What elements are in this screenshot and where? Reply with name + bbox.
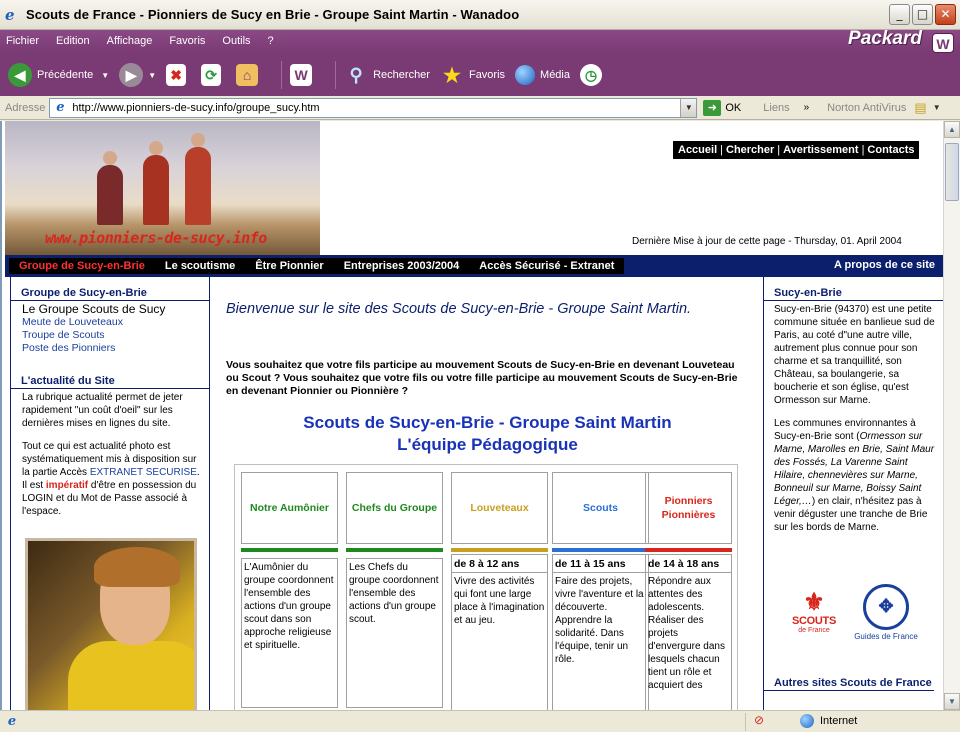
ie-icon: e [5, 5, 15, 24]
team-column-desc: L'Aumônier du groupe coordonnent l'ensemble des actions d'un groupe scout dans son approche religieuse et spirituelle. [241, 558, 338, 708]
scout-photo [25, 538, 197, 710]
age-range: de 14 à 18 ans [645, 554, 732, 572]
nav-etre-pionnier[interactable]: Être Pionnier [255, 260, 324, 272]
left-section-title: L'actualité du Site [11, 373, 209, 389]
person-figure [185, 147, 211, 225]
team-title [211, 412, 764, 456]
site-banner [5, 121, 943, 255]
menu-affichage[interactable]: Affichage [106, 35, 153, 47]
text-span: d'être en possession du LOGIN et du Mot de Passe associé à l'espace. [22, 480, 197, 517]
team-title-line1: Scouts de Sucy-en-Brie - Groupe Saint Martin [303, 413, 672, 432]
home-icon: ⌂ [236, 64, 258, 86]
partner-logos [784, 577, 924, 647]
text-span: Les communes environnantes à Sucy-en-Brie sont ( [774, 418, 916, 442]
nav-apropos[interactable]: A propos de ce site [833, 259, 935, 271]
link-pionniers[interactable]: Poste des Pionniers [22, 342, 116, 354]
scouts-de-france-logo[interactable] [784, 588, 844, 634]
photo-hair [94, 547, 180, 587]
team-column-header[interactable]: Notre Aumônier [241, 472, 338, 544]
wanadoo-icon: W [290, 64, 312, 86]
logo-word: SCOUTS [791, 614, 837, 627]
links-toolbar[interactable]: Liens [763, 101, 790, 114]
maximize-button[interactable]: □ [912, 4, 933, 25]
media-button[interactable] [515, 65, 570, 85]
color-stripe [241, 548, 338, 552]
forward-arrow-icon: ▶ [119, 63, 143, 87]
left-sidebar [10, 277, 210, 710]
banner-photo [5, 121, 320, 255]
team-column [552, 472, 649, 710]
nav-chercher[interactable]: Chercher [726, 144, 775, 156]
text-span: . Il est [22, 467, 200, 491]
title-bar [0, 0, 960, 30]
nav-groupe[interactable]: Groupe de Sucy-en-Brie [19, 260, 145, 272]
guides-emblem-icon: ✥ [863, 584, 909, 630]
team-column [346, 472, 443, 708]
forward-button[interactable] [119, 63, 156, 87]
menu-bar [0, 30, 960, 52]
link-scouts[interactable]: Troupe de Scouts [22, 329, 105, 341]
color-stripe [451, 548, 548, 552]
toolbar-separator [281, 61, 282, 89]
main-nav-items [9, 258, 624, 274]
address-bar [0, 96, 960, 120]
menu-outils[interactable]: Outils [222, 35, 251, 47]
right-sidebar [763, 277, 943, 710]
right-section-title: Sucy-en-Brie [764, 285, 943, 301]
status-bar [0, 710, 960, 732]
person-figure [97, 165, 123, 225]
team-column [241, 472, 338, 708]
team-column-header[interactable]: Pionniers Pionnières [645, 472, 732, 544]
refresh-icon: ⟳ [201, 64, 221, 86]
nav-entreprises[interactable]: Entreprises 2003/2004 [343, 260, 460, 272]
nav-scoutisme[interactable]: Le scoutisme [164, 260, 236, 272]
main-nav [5, 255, 943, 277]
team-title-line2: L'équipe Pédagogique [397, 435, 578, 454]
text-span: ) en clair, n'hésitez pas à venir déguster une tranche de Brie sur les bords de Marne. [774, 496, 928, 533]
menu-edition[interactable]: Edition [56, 35, 90, 47]
news-paragraph: La rubrique actualité permet de jeter rapidement "un coût d'oeil" sur les dernières mises en lignes du site. [22, 392, 183, 429]
window-controls [889, 4, 956, 25]
stop-icon: ✖ [166, 64, 186, 86]
logo-word: Guides de France [854, 631, 918, 641]
nav-contacts[interactable]: Contacts [867, 144, 915, 156]
history-icon: ◷ [580, 64, 602, 86]
search-label: Rechercher [373, 69, 430, 81]
page-status-icon: e [7, 713, 17, 729]
go-button[interactable] [703, 100, 741, 116]
history-button[interactable] [580, 64, 607, 86]
brand-logo: Packard [848, 28, 922, 49]
go-label: OK [725, 101, 742, 114]
color-stripe [645, 548, 732, 552]
team-column [451, 472, 548, 710]
nav-extranet[interactable]: Accès Sécurisé - Extranet [479, 260, 615, 272]
intro-question: Vous souhaitez que votre fils participe au mouvement Scouts de Sucy-en-Brie en devenant Louveteau ou Scout ? Vous souhaitez que votre fils ou votre fille participe au mouvement Scouts de Sucy-en-Brie en devenant Pionnier ou Pionnière ? [226, 359, 738, 397]
favorites-label: Favoris [468, 69, 506, 81]
team-column [645, 472, 732, 710]
scroll-down-icon[interactable]: ▼ [944, 693, 960, 710]
wanadoo-logo-icon: W [932, 33, 954, 53]
team-column-header[interactable]: Scouts [552, 472, 649, 544]
left-section-heading: Le Groupe Scouts de Sucy [22, 302, 166, 316]
nav-divider: | [777, 144, 781, 156]
fleur-de-lis-icon: ⚜ [803, 588, 825, 616]
nav-divider: | [720, 144, 723, 156]
team-column-desc: Les Chefs du groupe coordonnent l'ensemble des actions d'un groupe scout. [346, 558, 443, 708]
team-column-desc: Vivre des activités qui font une large place à l'imagination et au jeu. [451, 572, 548, 710]
scroll-thumb[interactable] [945, 143, 959, 201]
toolbar [0, 54, 960, 96]
chevron-down-icon[interactable]: ▼ [932, 103, 941, 112]
text-span: Tout ce qui est actualité photo est systématiquement mis à disposition sur la partie Accès [22, 441, 197, 478]
address-url: http://www.pionniers-de-sucy.info/groupe_sucy.htm [72, 101, 320, 114]
address-input[interactable] [49, 98, 697, 118]
media-label: Média [540, 69, 570, 81]
age-range: de 8 à 12 ans [451, 554, 548, 572]
team-column-header[interactable]: Chefs du Groupe [346, 472, 443, 544]
scroll-up-icon[interactable]: ▲ [944, 121, 960, 138]
photo-shirt [68, 641, 197, 710]
communes-list: Ormesson sur Marne, Marolles en Brie, Saint Maur des Fossés, La Varenne Saint Hilaire, chennevières sur Marne, Bonneuil sur Marne, Boissy Saint Léger,… [774, 431, 935, 507]
nav-divider: | [861, 144, 865, 156]
person-figure [143, 155, 169, 225]
globe-icon [800, 714, 814, 728]
back-arrow-icon: ◀ [8, 63, 32, 87]
page-viewport [0, 121, 960, 710]
age-range: de 11 à 15 ans [552, 554, 649, 572]
welcome-heading: Bienvenue sur le site des Scouts de Sucy-en-Brie - Groupe Saint Martin. [226, 301, 692, 317]
important-text: impératif [45, 480, 89, 491]
search-button[interactable] [344, 63, 430, 87]
nav-accueil[interactable]: Accueil [678, 144, 718, 156]
stop-button[interactable] [166, 64, 191, 86]
team-grid [234, 464, 738, 710]
last-update: Dernière Mise à jour de cette page - Thursday, 01. April 2004 [632, 236, 902, 247]
sucy-communes [764, 417, 943, 534]
chevron-down-icon: ▼ [148, 70, 157, 80]
team-column-desc: Faire des projets, vivre l'aventure et la découverte. Apprendre la solidarité. Dans l'équipe, tenir un rôle. [552, 572, 649, 710]
chevron-down-icon[interactable]: ▼ [680, 99, 696, 117]
link-louveteaux[interactable]: Meute de Louveteaux [22, 316, 123, 328]
back-button[interactable] [8, 63, 109, 87]
color-stripe [552, 548, 649, 552]
minimize-button[interactable]: _ [889, 4, 910, 25]
window-title: Scouts de France - Pionniers de Sucy en Brie - Groupe Saint Martin - Wanadoo [26, 7, 520, 22]
sucy-description: Sucy-en-Brie (94370) est une petite commune située en banlieue sud de Paris, au coté d"une autre ville, autrement plus connue pour son charme et sa tranquillité, son Château, sa boulangerie, sa boucherie et son église, qu'est Ormesson sur Marne. [774, 304, 935, 406]
wanadoo-button[interactable] [290, 64, 317, 86]
security-icon: ⊘ [754, 713, 765, 727]
site-tag: www.pionniers-de-sucy.info [45, 229, 267, 247]
color-stripe [346, 548, 443, 552]
menu-favoris[interactable]: Favoris [169, 35, 206, 47]
news-paragraph [11, 440, 209, 518]
chevron-right-icon[interactable]: » [803, 102, 810, 113]
norton-icon[interactable]: ▤ [914, 99, 927, 115]
guides-de-france-logo[interactable] [854, 584, 918, 641]
page-icon: e [56, 99, 65, 115]
address-label: Adresse [5, 101, 46, 114]
left-section-title: Groupe de Sucy-en-Brie [11, 285, 209, 301]
team-column-desc: Répondre aux attentes des adolescents. Réaliser des projets d'envergure dans lesquels chacun tient un rôle et acquiert des [645, 572, 732, 710]
back-label: Précédente [37, 69, 94, 81]
home-button[interactable] [236, 64, 263, 86]
toolbar-separator [335, 61, 336, 89]
search-icon: ⚲ [349, 64, 363, 85]
top-nav [673, 141, 919, 159]
refresh-button[interactable] [201, 64, 226, 86]
go-arrow-icon: ➜ [703, 100, 721, 116]
norton-antivirus[interactable]: Norton AntiVirus [827, 101, 907, 114]
globe-icon [515, 65, 535, 85]
status-zone [800, 714, 857, 728]
logo-sub: de France [798, 626, 830, 634]
chevron-down-icon: ▼ [101, 70, 110, 80]
nav-avertissement[interactable]: Avertissement [783, 144, 859, 156]
status-cell [745, 713, 793, 731]
close-button[interactable]: ✕ [935, 4, 956, 25]
zone-label: Internet [820, 715, 858, 727]
team-column-header[interactable]: Louveteaux [451, 472, 548, 544]
star-icon: ★ [443, 64, 461, 87]
vertical-scrollbar[interactable] [943, 121, 960, 710]
menu-fichier[interactable]: Fichier [6, 35, 40, 47]
right-section-title: Autres sites Scouts de France [764, 675, 934, 691]
extranet-link[interactable]: EXTRANET SECURISE [89, 467, 197, 478]
favorites-button[interactable] [440, 63, 505, 87]
menu-help[interactable]: ? [267, 35, 274, 47]
